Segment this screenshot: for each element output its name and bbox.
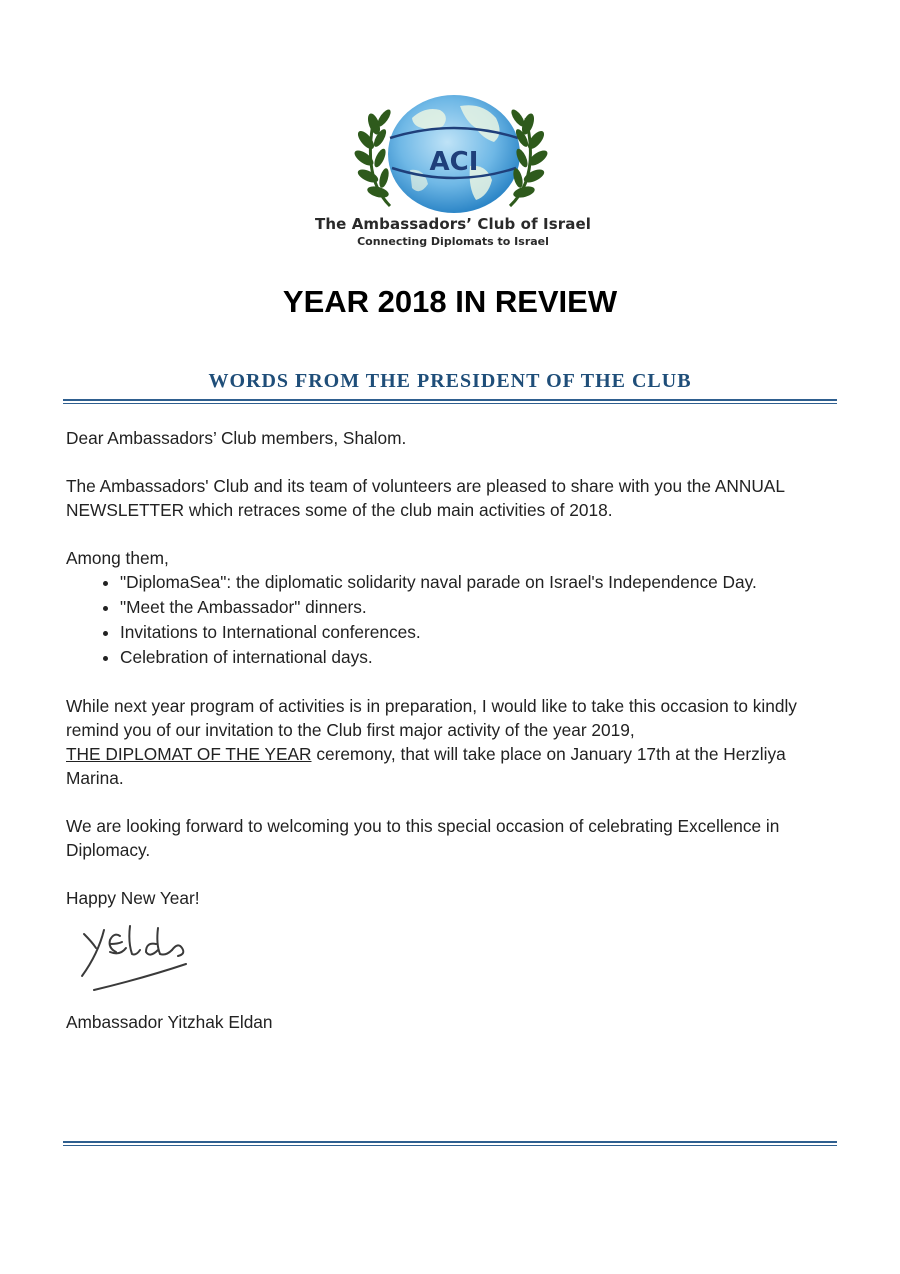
list-item: • Celebration of international days. — [120, 645, 846, 670]
logo-letters: ACI — [429, 147, 479, 177]
globe-laurel-icon — [300, 88, 600, 218]
page-title: YEAR 2018 IN REVIEW — [282, 284, 618, 319]
event-name: THE DIPLOMAT OF THE YEAR — [66, 744, 312, 764]
list-item: • "DiplomaSea": the diplomatic solidarity naval parade on Israel's Independence Day. — [120, 570, 846, 595]
intro-paragraph: The Ambassadors' Club and its team of volunteers are pleased to share with you the ANNUAL NEWSLETTER which retraces some of the club main activities of 2018. — [66, 476, 785, 520]
reminder-text: While next year program of activities is in preparation, I would like to take this occasion to kindly remind you of our invitation to the Club first major activity of the year 2019, — [66, 696, 797, 740]
letter-body — [66, 426, 846, 910]
signature-image — [74, 918, 204, 998]
section-heading: WORDS FROM THE PRESIDENT OF THE CLUB — [208, 370, 692, 392]
greeting: Dear Ambassadors’ Club members, Shalom. — [66, 428, 407, 448]
closing-paragraph: We are looking forward to welcoming you to this special occasion of celebrating Excellence in Diplomacy. — [66, 816, 780, 860]
org-name: The Ambassadors’ Club of Israel — [315, 215, 591, 233]
new-year-wishes: Happy New Year! — [66, 888, 200, 908]
reminder-text-continued: ceremony, that will take place on January 17th at the Herzliya Marina. — [66, 744, 786, 788]
activities-list — [66, 570, 846, 670]
among-them-label: Among them, — [66, 548, 169, 568]
list-item: • "Meet the Ambassador" dinners. — [120, 595, 846, 620]
list-item: • Invitations to International conferences. — [120, 620, 846, 645]
top-divider — [63, 399, 837, 404]
handwritten-signature-icon — [74, 918, 204, 998]
bottom-divider — [63, 1141, 837, 1146]
org-tagline: Connecting Diplomats to Israel — [357, 235, 549, 248]
signer-name: Ambassador Yitzhak Eldan — [66, 1012, 273, 1032]
reminder-paragraph — [66, 694, 846, 790]
